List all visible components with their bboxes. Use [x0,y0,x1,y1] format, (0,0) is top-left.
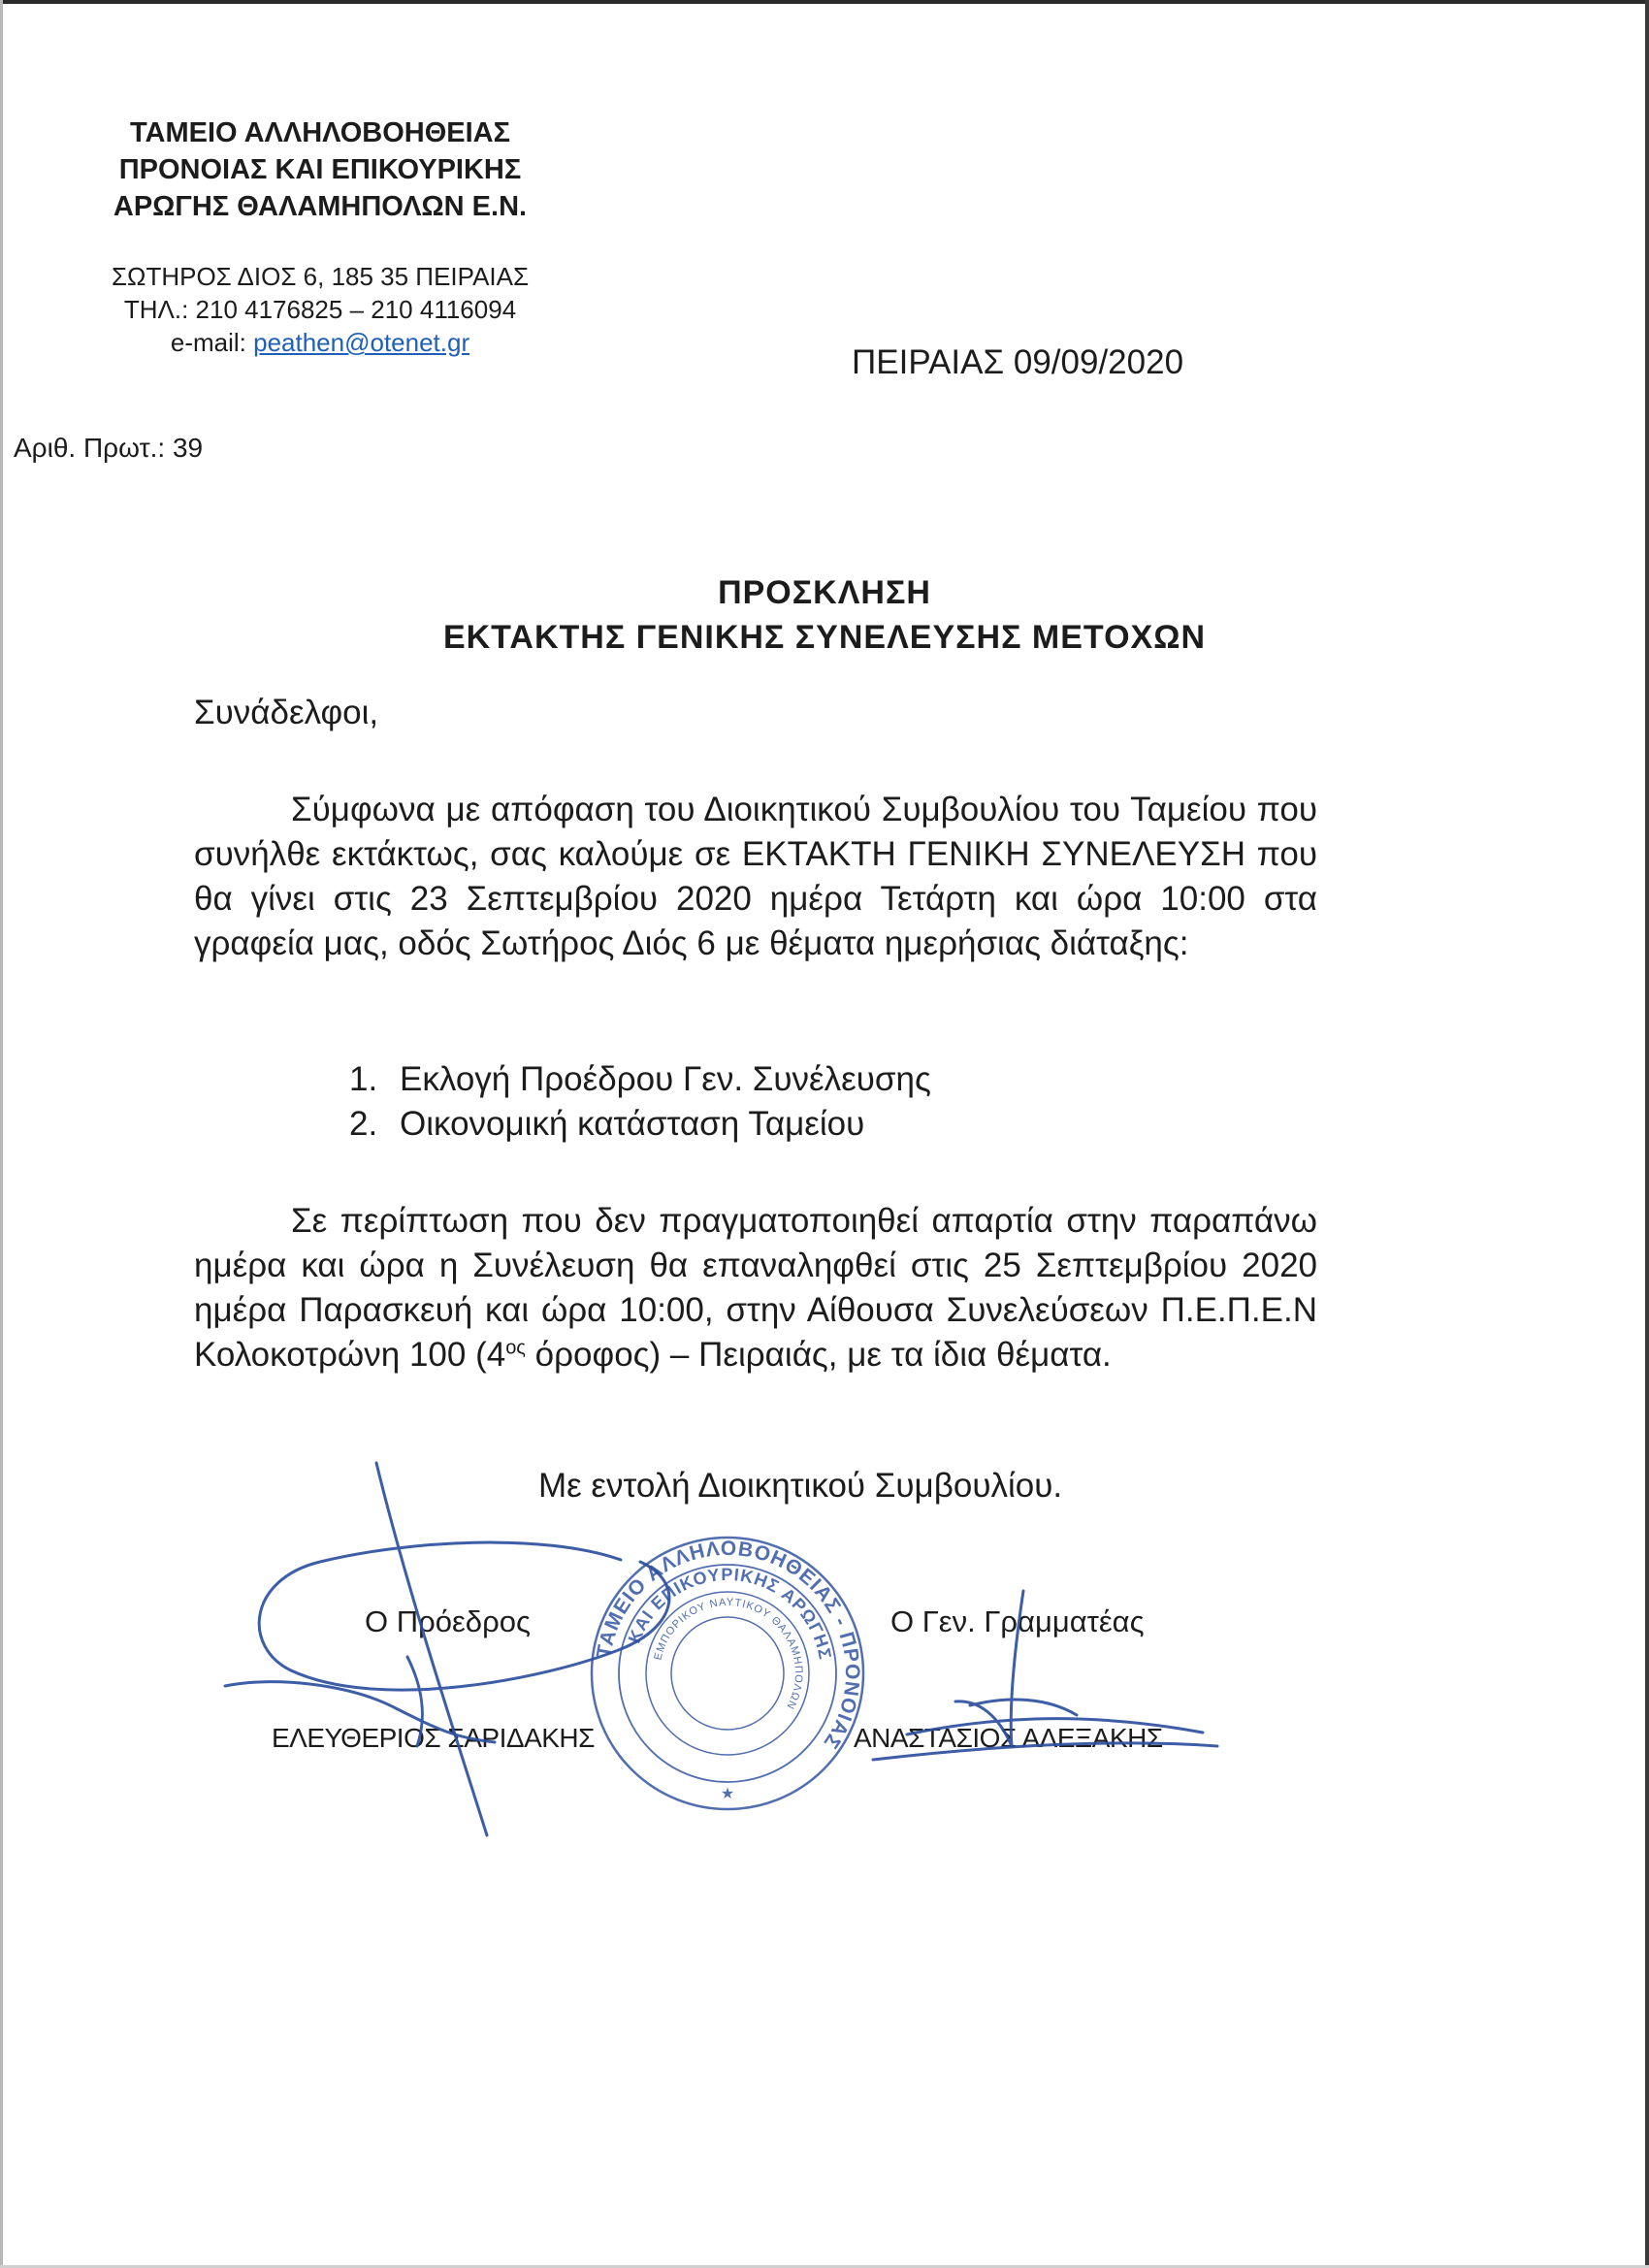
secretary-name: ΑΝΑΣΤΑΣΙΟΣ ΑΛΕΞΑΚΗΣ [854,1723,1163,1753]
email-label: e-mail: [170,328,246,357]
contact-block [48,260,592,359]
agenda-list [349,1057,931,1147]
paragraph-repeat-meeting [194,1199,1317,1377]
paragraph-invitation: Σύμφωνα με απόφαση του Διοικητικού Συμβουλίου του Ταμείου που συνήλθε εκτάκτως, σας καλούμε σε ΕΚΤΑΚΤΗ ΓΕΝΙΚΗ ΣΥΝΕΛΕΥΣΗ που θα γίνει στις 23 Σεπτεμβρίου 2020 ημέρα Τετάρτη και ώρα 10:00 στα γραφεία μας, οδός Σωτήρος Διός 6 με θέματα ημερήσιας διάταξης: [194,791,1317,962]
president-role: Ο Πρόεδρος [365,1604,531,1638]
email-link[interactable]: peathen@otenet.gr [253,328,470,357]
scan-border-left [0,0,3,2268]
seal-star-icon: ★ [720,1786,735,1802]
protocol-number: Αριθ. Πρωτ.: 39 [14,433,204,463]
official-seal-stamp [587,1533,868,1814]
seal-inner-text: ΕΜΠΟΡΙΚΟΥ ΝΑΥΤΙΚΟΥ ΘΑΛΑΜΗΠΟΛΩΝ [652,1596,805,1712]
greeting: Συνάδελφοι, [194,694,379,731]
phone-line: ΤΗΛ.: 210 4176825 – 210 4116094 [123,295,517,324]
paragraph2-part1: Σε περίπτωση που δεν πραγματοποιηθεί απαρτία στην παραπάνω ημέρα και ώρα η Συνέλευση θα επαναληφθεί στις 25 Σεπτεμβρίου 2020 ημέρα Παρασκευή και ώρα 10:00, στην Αίθουσα Συνελεύσεων Π.Ε.Π.Ε.Ν Κολοκοτρώνη 100 (4 [194,1202,1317,1374]
organization-name [48,114,592,225]
org-line-1: ΤΑΜΕΙΟ ΑΛΛΗΛΟΒΟΗΘΕΙΑΣ [129,117,511,148]
secretary-role: Ο Γεν. Γραμματέας [890,1604,1145,1638]
title-line-2: ΕΚΤΑΚΤΗΣ ΓΕΝΙΚΗΣ ΣΥΝΕΛΕΥΣΗΣ ΜΕΤΟΧΩΝ [442,619,1207,656]
title-line-1: ΠΡΟΣΚΛΗΣΗ [718,574,931,611]
org-line-3: ΑΡΩΓΗΣ ΘΑΛΑΜΗΠΟΛΩΝ Ε.Ν. [113,191,528,222]
agenda-text: Οικονομική κατάσταση Ταμείου [400,1105,865,1143]
president-name: ΕΛΕΥΘΕΡΙΟΣ ΣΑΡΙΔΑΚΗΣ [272,1723,595,1753]
scan-border-top [0,0,1649,4]
seal-middle-text: ΚΑΙ ΕΠΙΚΟΥΡΙΚΗΣ ΑΡΩΓΗΣ [624,1564,836,1662]
agenda-text: Εκλογή Προέδρου Γεν. Συνέλευσης [400,1060,931,1098]
agenda-item [349,1102,931,1147]
agenda-number: 1. [349,1060,378,1098]
agenda-number: 2. [349,1105,378,1143]
seal-inner-ring [646,1592,809,1755]
ordinal-superscript: ος [505,1337,526,1359]
scan-border-right [1645,0,1649,2268]
document-date: ΠΕΙΡΑΙΑΣ 09/09/2020 [852,343,1184,381]
board-order-line: Με εντολή Διοικητικού Συμβουλίου. [537,1467,1063,1505]
seal-center-ring [671,1617,784,1730]
org-line-2: ΠΡΟΝΟΙΑΣ ΚΑΙ ΕΠΙΚΟΥΡΙΚΗΣ [118,154,522,185]
paragraph2-part2: όροφος) – Πειραιάς, με τα ίδια θέματα. [525,1336,1112,1374]
address-line: ΣΩΤΗΡΟΣ ΔΙΟΣ 6, 185 35 ΠΕΙΡΑΙΑΣ [111,262,530,291]
email-line [48,326,592,359]
agenda-item [349,1057,931,1102]
document-title [0,570,1649,660]
seal-outer-text: ΤΑΜΕΙΟ ΑΛΛΗΛΟΒΟΗΘΕΙΑΣ - ΠΡΟΝΟΙΑΣ [593,1537,864,1754]
